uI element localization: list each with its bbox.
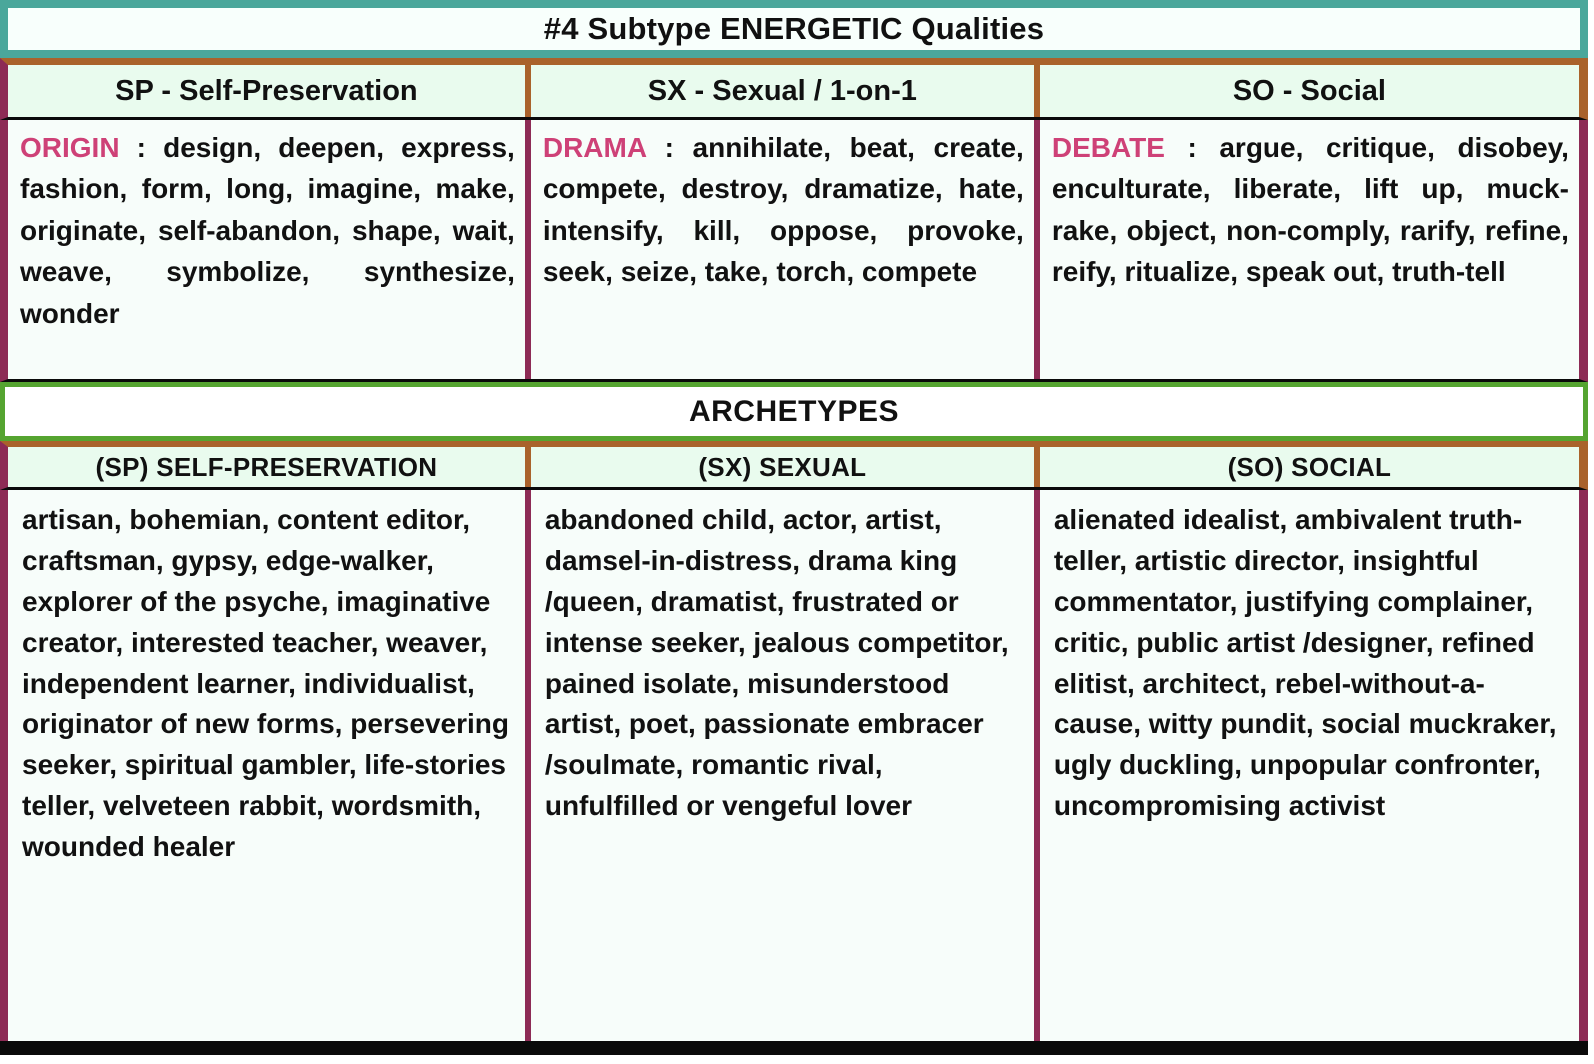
title-band: [0, 0, 1588, 58]
separator: :: [1164, 132, 1220, 163]
archetypes-header-row: [0, 441, 1588, 490]
qualities-header-sx: SX - Sexual / 1-on-1: [525, 65, 1034, 117]
keyword-drama: DRAMA: [542, 132, 647, 163]
keyword-debate: DEBATE: [1051, 132, 1165, 163]
qualities-terms-so: argue, critique, disobey, enculturate, liberate, lift up, muck-rake, object, non-comply, rarify, refine, reify, ritualize, speak out, truth-tell: [1051, 132, 1569, 288]
archetypes-header-sp: (SP) SELF-PRESERVATION: [95, 451, 438, 482]
separator: :: [119, 132, 164, 163]
qualities-header-so: SO - Social: [1034, 65, 1579, 117]
archetypes-band-title: ARCHETYPES: [688, 394, 900, 428]
archetypes-header-sx: (SX) SEXUAL: [525, 447, 1034, 487]
keyword-origin: ORIGIN: [20, 132, 120, 163]
archetypes-cell-sx: abandoned child, actor, artist, damsel-in-distress, drama king /queen, dramatist, frustrated or intense seeker, jealous competitor, pained isolate, misunderstood artist, poet, passionate embracer /soulmate, romantic rival, unfulfilled or vengeful lover: [525, 490, 1034, 1041]
qualities-cell-sp: [8, 120, 525, 379]
archetypes-cell-sp: artisan, bohemian, content editor, craftsman, gypsy, edge-walker, explorer of the psyche, imaginative creator, interested teacher, weaver, independent learner, individualist, originator of new forms, persevering seeker, spiritual gambler, life-stories teller, velveteen rabbit, wordsmith, wounded healer: [22, 504, 509, 862]
archetypes-cell-so: alienated idealist, ambivalent truth-teller, artistic director, insightful commentator, justifying complainer, critic, public artist /designer, refined elitist, architect, rebel-without-a-cause, witty pundit, social muckraker, ugly duckling, unpopular confronter, uncompromising activist: [1034, 490, 1579, 1041]
qualities-header-sp: SP - Self-Preservation: [115, 74, 418, 107]
qualities-terms-sp: design, deepen, express, fashion, form, long, imagine, make, originate, self-abandon, shape, wait, weave, symbolize, synthesize, wonder: [20, 132, 515, 329]
archetypes-header-so: (SO) SOCIAL: [1034, 447, 1579, 487]
qualities-cell-sx: [525, 120, 1034, 379]
qualities-cell-so: [1034, 120, 1579, 379]
archetypes-body-row: [0, 490, 1588, 1041]
separator: :: [646, 132, 693, 163]
qualities-body-row: [0, 120, 1588, 382]
qualities-terms-sx: annihilate, beat, create, compete, destroy, dramatize, hate, intensify, kill, oppose, provoke, seek, seize, take, torch, compete: [542, 132, 1024, 288]
qualities-header-row: [0, 58, 1588, 120]
table-title: #4 Subtype ENERGETIC Qualities: [543, 11, 1045, 46]
archetypes-band: [0, 382, 1588, 441]
